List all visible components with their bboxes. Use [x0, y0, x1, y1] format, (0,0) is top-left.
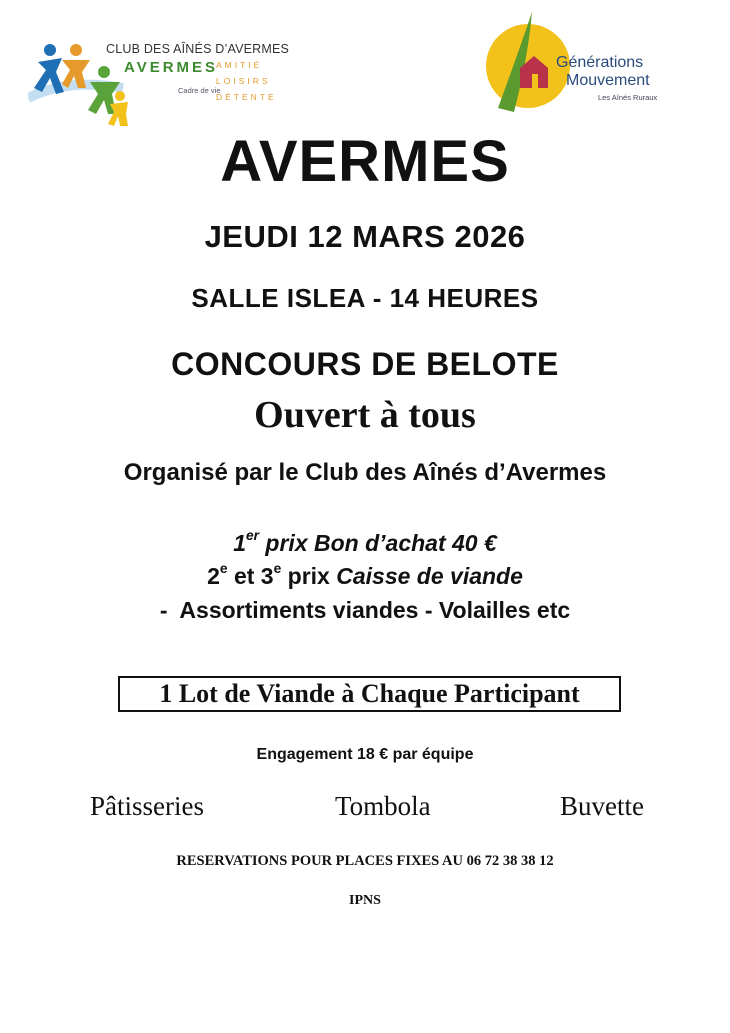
extra-tombola: Tombola	[335, 791, 431, 821]
engagement-fee: Engagement 18 € par équipe	[256, 746, 474, 763]
generations-mouvement-logo	[480, 8, 680, 123]
club-logo	[28, 38, 308, 128]
extra-patisseries: Pâtisseries	[90, 791, 204, 821]
prize-label: prix	[281, 563, 337, 589]
event-date: JEUDI 12 MARS 2026	[204, 219, 526, 254]
second-prize-sup: e	[219, 561, 228, 576]
club-tag-loisirs: LOISIRS	[216, 76, 271, 86]
second-prize-num: 2	[207, 563, 220, 589]
reservations: RESERVATIONS POUR PLACES FIXES AU 06 72 38 38 12	[176, 853, 554, 869]
open-to-all: Ouvert à tous	[254, 394, 476, 436]
first-prize-sup: er	[246, 528, 260, 543]
third-prize-num: et 3	[227, 563, 274, 589]
first-prize-text: prix Bon d’achat 40 €	[259, 530, 497, 556]
club-tag-amitie: AMITIÉ	[216, 60, 263, 70]
gm-line3: Les Aînés Ruraux	[598, 93, 658, 102]
club-city: AVERMES	[124, 59, 219, 76]
lot-box	[118, 676, 621, 712]
first-prize	[0, 530, 730, 557]
lot-text: 1 Lot de Viande à Chaque Participant	[159, 679, 580, 708]
extra-buvette: Buvette	[560, 791, 644, 821]
club-tag-detente: DÉTENTE	[216, 92, 277, 102]
poster-title: AVERMES	[220, 129, 510, 194]
event-name: CONCOURS DE BELOTE	[171, 346, 559, 382]
first-prize-num: 1	[233, 530, 246, 556]
organizer: Organisé par le Club des Aînés d’Avermes	[123, 459, 607, 486]
club-cadre: Cadre de vie	[178, 86, 221, 95]
third-prize-sup: e	[273, 561, 282, 576]
second-third-prize	[0, 563, 730, 590]
gm-line2: Mouvement	[566, 72, 650, 89]
prize-item: Caisse de viande	[336, 563, 523, 589]
gm-line1: Générations	[556, 54, 644, 71]
other-prizes: - Assortiments viandes - Volailles etc	[159, 597, 571, 623]
event-place: SALLE ISLEA - 14 HEURES	[191, 283, 539, 313]
club-title: CLUB DES AÎNÉS D’AVERMES	[106, 42, 290, 56]
ipns: IPNS	[349, 893, 381, 908]
